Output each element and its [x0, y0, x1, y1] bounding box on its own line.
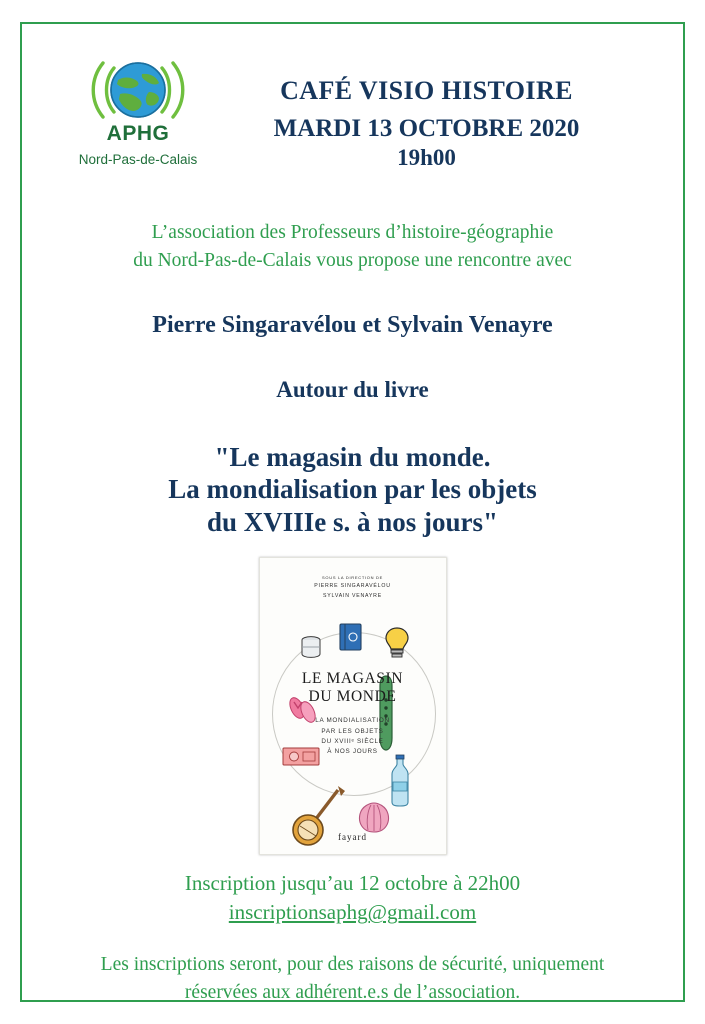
notice-line-1: Les inscriptions seront, pour des raisons de sécurité, uniquement	[100, 954, 605, 976]
email-link[interactable]: inscriptionsaphg@gmail.com	[228, 900, 477, 925]
event-title: CAFÉ VISIO HISTOIRE	[280, 76, 573, 105]
poster-content	[20, 22, 685, 1002]
aphg-logo	[54, 52, 222, 167]
logo-region: Nord-Pas-de-Calais	[78, 152, 198, 167]
registration-deadline: Inscription jusqu’au 12 octobre à 22h00	[184, 871, 521, 896]
event-date: MARDI 13 OCTOBRE 2020	[273, 115, 580, 142]
cover-subtitle-line-2: PAR LES OBJETS	[321, 727, 384, 735]
book-title-line-3: du XVIIIe s. à nos jours"	[206, 507, 499, 538]
logo-acronym: APHG	[106, 122, 170, 145]
bottle-icon	[388, 754, 412, 808]
cover-subtitle-line-1: LA MONDIALISATION	[315, 717, 390, 725]
contact-email	[54, 900, 651, 925]
around-the-book: Autour du livre	[276, 376, 429, 402]
book-title	[54, 441, 651, 540]
cover-title-line-1: LE MAGASIN	[301, 670, 404, 688]
cover-direction-label: SOUS LA DIRECTION DE	[322, 575, 383, 581]
cover-publisher: fayard	[338, 832, 367, 843]
poster-header	[54, 42, 651, 171]
book-title-line-2: La mondialisation par les objets	[168, 474, 537, 505]
intro-line-2: du Nord-Pas-de-Calais vous propose une rencontre avec	[133, 250, 572, 272]
cover-subtitle-line-4: À NOS JOURS	[327, 748, 378, 756]
event-time: 19h00	[397, 145, 456, 170]
speakers: Pierre Singaravélou et Sylvain Venayre	[152, 311, 553, 338]
cover-title	[260, 670, 446, 705]
cover-subtitle-line-3: DU XVIIIᵉ SIÈCLE	[321, 738, 384, 746]
shell-icon	[356, 802, 392, 834]
lightbulb-icon	[384, 626, 410, 660]
cover-directors	[260, 574, 446, 601]
cover-subtitle	[260, 716, 446, 758]
globe-with-soundwaves-icon	[58, 56, 218, 124]
cover-director-2: SYLVAIN VENAYRE	[323, 592, 382, 599]
registration-notice	[54, 951, 651, 1006]
tin-can-icon	[298, 634, 324, 662]
intro-text	[54, 219, 651, 276]
book-cover-wrap	[54, 557, 651, 855]
cover-title-line-2: DU MONDE	[308, 687, 397, 705]
book-icon	[338, 622, 364, 652]
book-cover-image	[259, 557, 447, 855]
book-title-line-1: "Le magasin du monde.	[214, 441, 491, 472]
header-titles	[222, 52, 651, 171]
cover-director-1: PIERRE SINGARAVÉLOU	[314, 582, 391, 589]
notice-line-2: réservées aux adhérent.e.s de l’association.	[184, 981, 521, 1003]
intro-line-1: L’association des Professeurs d’histoire-géographie	[151, 222, 554, 243]
